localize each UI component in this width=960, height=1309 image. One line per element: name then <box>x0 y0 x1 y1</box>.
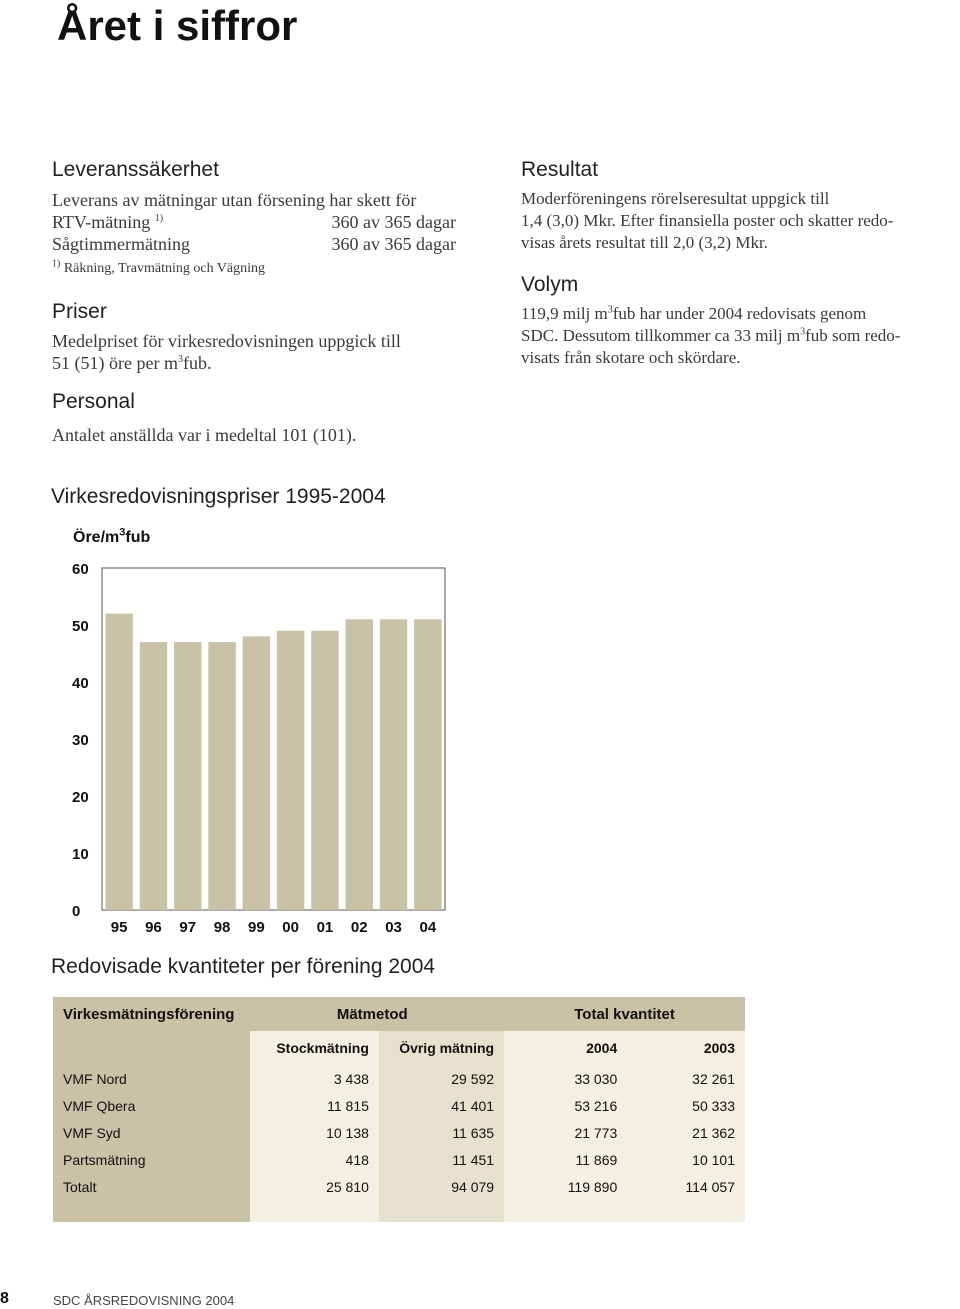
y-tick-label: 20 <box>72 789 89 806</box>
table-row <box>53 1092 745 1119</box>
cell-value: 94 079 <box>379 1173 504 1200</box>
table-row <box>53 1146 745 1173</box>
bar-chart <box>40 550 460 945</box>
spacer-cell <box>379 1200 504 1222</box>
y-tick-label: 0 <box>72 903 81 920</box>
bar-03 <box>380 619 407 910</box>
footnote-text: Räkning, Travmätning och Vägning <box>63 261 266 276</box>
cell-value: 119 890 <box>504 1173 627 1200</box>
footer-text: SDC ÅRSREDOVISNING 2004 <box>53 1293 235 1308</box>
cell-value: 3 438 <box>250 1065 378 1092</box>
subheader-cell: Övrig mätning <box>379 1031 504 1065</box>
subheader-cell: 2004 <box>504 1031 627 1065</box>
row-label: Partsmätning <box>53 1146 250 1173</box>
x-tick-label: 98 <box>213 919 231 936</box>
x-tick-label: 03 <box>385 919 402 936</box>
leverans-row-rtv <box>52 211 456 233</box>
header-col-total: Total kvantitet <box>504 997 745 1031</box>
leverans-row-label: Sågtimmermätning <box>52 234 190 254</box>
cell-value: 418 <box>250 1146 378 1173</box>
x-tick-label: 01 <box>316 919 334 936</box>
x-tick-label: 95 <box>110 919 128 936</box>
priser-heading: Priser <box>52 300 107 323</box>
spacer-cell <box>504 1200 627 1222</box>
bar-97 <box>174 642 201 910</box>
row-label: VMF Qbera <box>53 1092 250 1119</box>
cell-value: 10 101 <box>627 1146 745 1173</box>
footnote-marker: 1) <box>52 258 61 270</box>
cell-value: 21 773 <box>504 1119 627 1146</box>
cell-value: 33 030 <box>504 1065 627 1092</box>
cell-value: 11 451 <box>379 1146 504 1173</box>
y-tick-label: 60 <box>72 561 89 578</box>
y-tick-label: 40 <box>72 675 89 692</box>
bar-95 <box>105 614 132 910</box>
leverans-section <box>52 158 456 277</box>
cell-value: 10 138 <box>250 1119 378 1146</box>
cell-value: 41 401 <box>379 1092 504 1119</box>
bar-02 <box>346 619 373 910</box>
row-label: VMF Syd <box>53 1119 250 1146</box>
priser-line2: 51 (51) öre per $m^3fub$. <box>52 353 212 373</box>
leverans-row-value: 360 av 365 dagar <box>331 234 456 254</box>
x-tick-label: 04 <box>419 919 437 936</box>
resultat-heading: Resultat <box>521 158 599 181</box>
personal-text: Antalet anställda var i medeltal 101 (101). <box>52 425 357 445</box>
cell-value: 11 635 <box>379 1119 504 1146</box>
table-subheader-row <box>53 1031 745 1065</box>
table-row <box>53 1065 745 1092</box>
personal-section <box>52 390 356 446</box>
leverans-row-value: 360 av 365 dagar <box>331 212 456 232</box>
spacer-cell <box>250 1200 378 1222</box>
leverans-intro: Leverans av mätningar utan försening har skett för <box>52 190 417 210</box>
leverans-footnote <box>52 258 456 277</box>
y-tick-label: 50 <box>72 618 89 635</box>
row-label: Totalt <box>53 1173 250 1200</box>
subheader-cell: 2003 <box>627 1031 745 1065</box>
personal-heading: Personal <box>52 390 135 413</box>
cell-value: 53 216 <box>504 1092 627 1119</box>
cell-value: 29 592 <box>379 1065 504 1092</box>
table-header-row <box>53 997 745 1031</box>
table-title: Redovisade kvantiteter per förening 2004 <box>51 955 436 978</box>
row-label: VMF Nord <box>53 1065 250 1092</box>
cell-value: 114 057 <box>627 1173 745 1200</box>
x-tick-label: 96 <box>145 919 162 936</box>
volym-heading: Volym <box>521 273 579 296</box>
kvantiteter-table <box>53 997 745 1222</box>
bar-01 <box>311 631 338 910</box>
resultat-text: Moderföreningens rörelseresultat uppgick till 1,4 (3,0) Mkr. Efter finansiella poster och skatter redo- visas årets resultat till 2,0 (3,2) Mkr. <box>521 189 894 252</box>
spacer-cell <box>627 1200 745 1222</box>
bar-99 <box>243 636 270 910</box>
bar-96 <box>140 642 167 910</box>
chart-title: Virkesredovisningspriser 1995-2004 <box>51 485 386 508</box>
footnote-marker: 1) <box>154 213 164 224</box>
volym-text: 119,9 milj $m^3fub$ har under 2004 redovisats genom SDC. Dessutom tillkommer ca 33 milj $m^3fub$ som redo- visats från skotare och skördare. <box>521 304 901 367</box>
table-spacer-row <box>53 1200 745 1222</box>
bar-00 <box>277 631 304 910</box>
chart-y-unit: Öre/$m^3fub$ <box>73 526 151 546</box>
header-col-forening: Virkesmätningsförening <box>53 997 250 1031</box>
leverans-heading: Leveranssäkerhet <box>52 158 219 181</box>
y-tick-label: 10 <box>72 846 89 863</box>
bar-04 <box>414 619 441 910</box>
resultat-section <box>521 158 941 254</box>
cell-value: 50 333 <box>627 1092 745 1119</box>
subheader-cell: Stockmätning <box>250 1031 378 1065</box>
cell-value: 21 362 <box>627 1119 745 1146</box>
leverans-row-sagtimmer <box>52 233 456 255</box>
spacer-cell <box>53 1200 250 1222</box>
cell-value: 11 869 <box>504 1146 627 1173</box>
x-tick-label: 02 <box>350 919 368 936</box>
leverans-row-label: RTV-mätning <box>52 212 151 232</box>
priser-line1: Medelpriset för virkesredovisningen uppgick till <box>52 331 401 351</box>
page-title: Året i siffror <box>57 2 298 49</box>
table-row <box>53 1119 745 1146</box>
cell-value: 25 810 <box>250 1173 378 1200</box>
cell-value: 11 815 <box>250 1092 378 1119</box>
volym-section <box>521 273 941 369</box>
header-col-matmetod: Mätmetod <box>250 997 504 1031</box>
subheader-cell <box>53 1031 250 1065</box>
x-tick-label: 97 <box>179 919 197 936</box>
x-tick-label: 99 <box>248 919 265 936</box>
x-tick-label: 00 <box>282 919 299 936</box>
bar-98 <box>208 642 235 910</box>
y-tick-label: 30 <box>72 732 89 749</box>
cell-value: 32 261 <box>627 1065 745 1092</box>
page-number: 8 <box>0 1290 9 1307</box>
priser-section <box>52 300 401 374</box>
table-row <box>53 1173 745 1200</box>
